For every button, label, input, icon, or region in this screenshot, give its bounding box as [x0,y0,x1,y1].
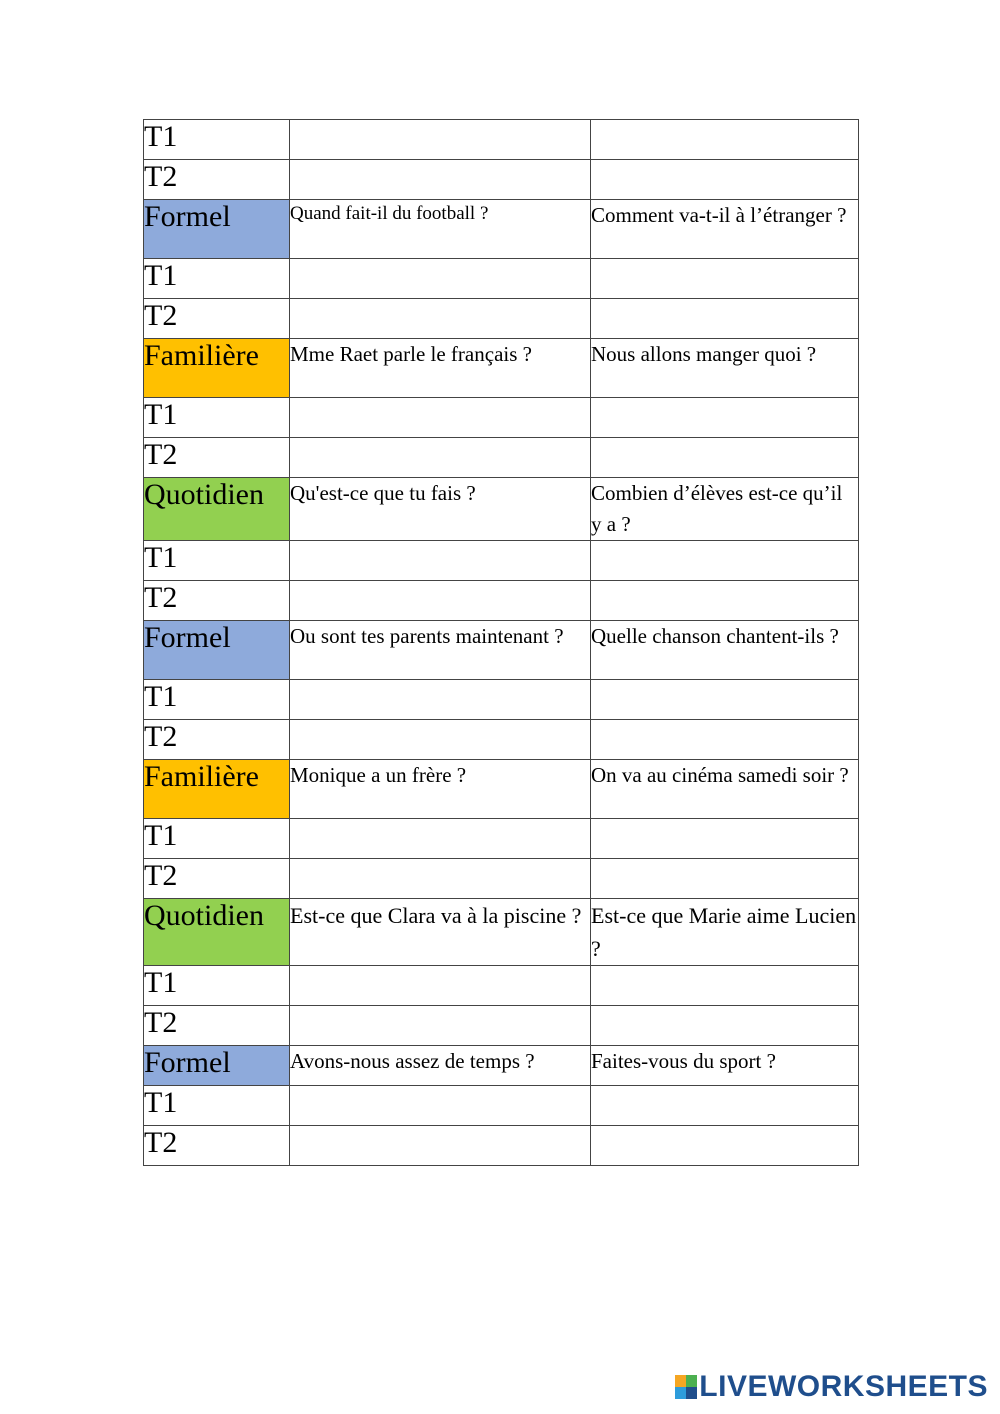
answer-row [144,120,859,160]
row-label: T1 [144,819,290,859]
question-cell: Qu'est-ce que tu fais ? [290,478,591,541]
register-label-formel: Formel [144,200,290,259]
answer-cell[interactable] [290,120,591,160]
row-label: T2 [144,299,290,339]
register-label-quotidien: Quotidien [144,899,290,966]
answer-cell[interactable] [290,259,591,299]
question-cell: Est-ce que Marie aime Lucien ? [591,899,859,966]
question-cell: Mme Raet parle le français ? [290,339,591,398]
question-row [144,339,859,398]
question-cell: Quand fait-il du football ? [290,200,591,259]
row-label: T2 [144,160,290,200]
answer-cell[interactable] [290,859,591,899]
question-row [144,760,859,819]
answer-row [144,1126,859,1166]
row-label: T2 [144,581,290,621]
answer-cell[interactable] [290,819,591,859]
register-label-familiere: Familière [144,339,290,398]
row-label: T1 [144,541,290,581]
register-label-formel: Formel [144,621,290,680]
question-cell: Monique a un frère ? [290,760,591,819]
row-label: T2 [144,438,290,478]
answer-row [144,541,859,581]
answer-cell[interactable] [591,438,859,478]
register-label-quotidien: Quotidien [144,478,290,541]
row-label: T1 [144,966,290,1006]
answer-cell[interactable] [591,680,859,720]
answer-cell[interactable] [290,1086,591,1126]
question-row [144,200,859,259]
answer-cell[interactable] [591,398,859,438]
row-label: T2 [144,859,290,899]
question-row [144,899,859,966]
answer-cell[interactable] [591,299,859,339]
row-label: T2 [144,1006,290,1046]
answer-row [144,299,859,339]
answer-cell[interactable] [591,1006,859,1046]
question-cell: Quelle chanson chantent-ils ? [591,621,859,680]
answer-cell[interactable] [591,541,859,581]
row-label: T2 [144,720,290,760]
question-cell: Est-ce que Clara va à la piscine ? [290,899,591,966]
answer-cell[interactable] [591,819,859,859]
answer-cell[interactable] [290,398,591,438]
answer-cell[interactable] [290,720,591,760]
answer-cell[interactable] [290,581,591,621]
answer-row [144,680,859,720]
register-label-familiere: Familière [144,760,290,819]
question-cell: Combien d’élèves est-ce qu’il y a ? [591,478,859,541]
answer-cell[interactable] [290,1006,591,1046]
answer-cell[interactable] [591,720,859,760]
answer-row [144,438,859,478]
answer-row [144,160,859,200]
question-cell: Avons-nous assez de temps ? [290,1046,591,1086]
worksheet-table [143,119,859,1166]
row-label: T1 [144,398,290,438]
answer-row [144,720,859,760]
answer-cell[interactable] [290,438,591,478]
question-row [144,621,859,680]
question-cell: Comment va-t-il à l’étranger ? [591,200,859,259]
liveworksheets-logo-icon [675,1375,697,1399]
liveworksheets-logo [675,1370,988,1404]
answer-row [144,859,859,899]
answer-row [144,819,859,859]
answer-row [144,398,859,438]
answer-cell[interactable] [290,680,591,720]
register-label-formel: Formel [144,1046,290,1086]
answer-row [144,1086,859,1126]
question-row [144,478,859,541]
question-cell: On va au cinéma samedi soir ? [591,760,859,819]
answer-cell[interactable] [591,581,859,621]
answer-row [144,581,859,621]
answer-cell[interactable] [591,160,859,200]
answer-row [144,966,859,1006]
answer-cell[interactable] [591,1126,859,1166]
answer-cell[interactable] [591,259,859,299]
answer-cell[interactable] [591,1086,859,1126]
row-label: T1 [144,680,290,720]
question-row [144,1046,859,1086]
answer-cell[interactable] [591,120,859,160]
answer-row [144,1006,859,1046]
answer-cell[interactable] [290,541,591,581]
answer-cell[interactable] [290,299,591,339]
answer-cell[interactable] [290,160,591,200]
question-cell: Nous allons manger quoi ? [591,339,859,398]
answer-cell[interactable] [591,859,859,899]
logo-text: LIVEWORKSHEETS [699,1370,988,1403]
answer-cell[interactable] [290,966,591,1006]
row-label: T1 [144,120,290,160]
answer-row [144,259,859,299]
answer-cell[interactable] [591,966,859,1006]
row-label: T2 [144,1126,290,1166]
row-label: T1 [144,1086,290,1126]
answer-cell[interactable] [290,1126,591,1166]
row-label: T1 [144,259,290,299]
question-cell: Faites-vous du sport ? [591,1046,859,1086]
question-cell: Ou sont tes parents maintenant ? [290,621,591,680]
